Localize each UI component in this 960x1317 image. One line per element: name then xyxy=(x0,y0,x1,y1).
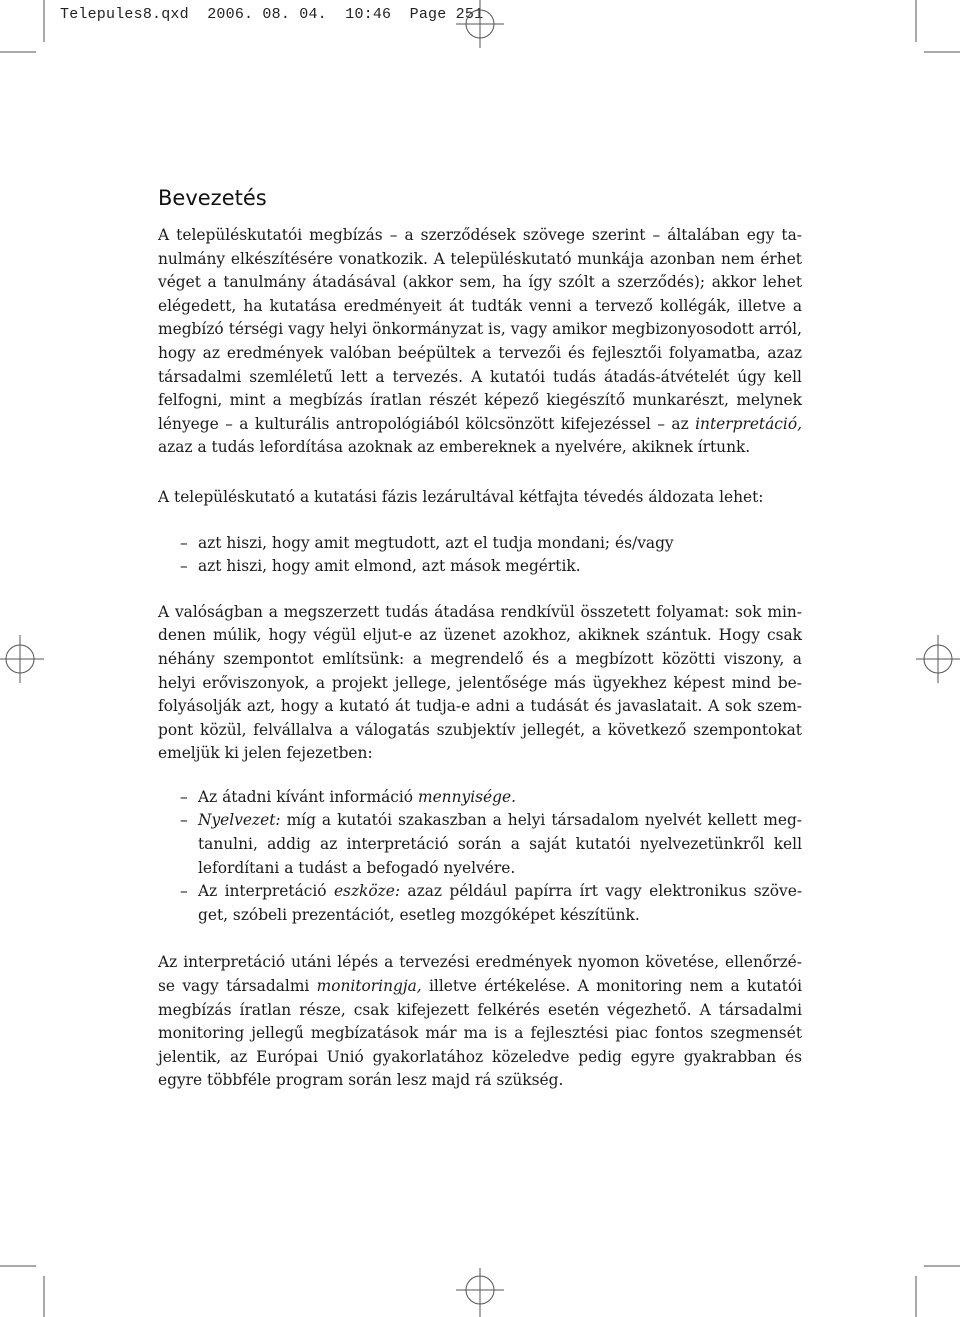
paragraph-monitoring: Az interpretáció utáni lépés a tervezési eredmények nyomon követése, ellenőrzése vagy társadalmi monitoringja, illetve értékelése. A monitoring nem a kutatói megbízás íratlan része, csak kifejezett felkérés esetén végezhető. A társadalmi monitoring jellegű megbízatások már ma is a fejlesztési piac fontos szegmensét jelentik, az Európai Unió gyakorlatához közeledve pedig egyre gyakrabban és egyre többféle program során lesz majd rá szükség. xyxy=(158,953,803,1090)
list-item: – Nyelvezet: míg a kutatói szakaszban a helyi társadalom nyelvét kellett megtanulni, addig az interpretáció során a saját kutatói nyelvezetünkről kell lefordítani a tudást a befogadó nyelvére. xyxy=(158,809,802,880)
list-item: – azt hiszi, hogy amit elmond, azt mások megértik. xyxy=(158,555,802,579)
error-list xyxy=(158,532,802,579)
section-heading: Bevezetés xyxy=(158,186,267,210)
paragraph-errors: A településkutató a kutatási fázis lezárultával kétfajta tévedés áldozata lehet: xyxy=(158,487,764,506)
list-item: – azt hiszi, hogy amit megtudott, azt el tudja mondani; és/vagy xyxy=(158,532,802,556)
paragraph-intro: A településkutatói megbízás – a szerződések szövege szerint – általában egy tanulmány elkészítésére vonatkozik. A településkutató munkája azonban nem érhet véget a tanulmány átadásával (akkor sem, ha így szólt a szerződés); akkor lehet elégedett, ha kutatása eredményeit át tudták venni a tervező kollégák, illetve a megbízó térségi vagy helyi önkormányzat is, vagy amikor megbizonyosodott arról, hogy az eredmények valóban beépültek a tervezői és fejlesztői folyamatba, azaz társadalmi szemléletű lett a tervezés. A kutatói tudás átadás-átvételét úgy kell felfogni, mint a megbízás íratlan részét képező kiegészítő munkarészt, melynek lényege – a kulturális antropológiából kölcsönzött kifejezéssel – az interpretáció, azaz a tudás lefordítása azoknak az embereknek a nyelvére, akiknek írtunk. xyxy=(158,226,802,457)
paragraph-reality: A valóságban a megszerzett tudás átadása rendkívül összetett folyamat: sok mindenen múlik, hogy végül eljut-e az üzenet azokhoz, akiknek szántuk. Hogy csak néhány szempontot említsünk: a megrendelő és a megbízott közötti viszony, a helyi erőviszonyok, a projekt jellege, jelentősége más ügyekhez képest mind befolyásolják azt, hogy a kutató át tudja-e adni a tudását és javaslatait. A sok szempont közül, felvállalva a válogatás szubjektív jellegét, a következő szempontokat emeljük ki jelen fejezetben: xyxy=(158,602,802,763)
list-item: – Az átadni kívánt információ mennyisége. xyxy=(158,786,802,810)
aspects-list xyxy=(158,786,802,928)
list-item: – Az interpretáció eszköze: azaz például papírra írt vagy elektronikus szöveget, szóbeli prezentációt, esetleg mozgóképet készítünk. xyxy=(158,880,802,927)
print-slug: Telepules8.qxd 2006. 08. 04. 10:46 Page 251 xyxy=(60,6,484,23)
page-content xyxy=(158,186,802,1093)
